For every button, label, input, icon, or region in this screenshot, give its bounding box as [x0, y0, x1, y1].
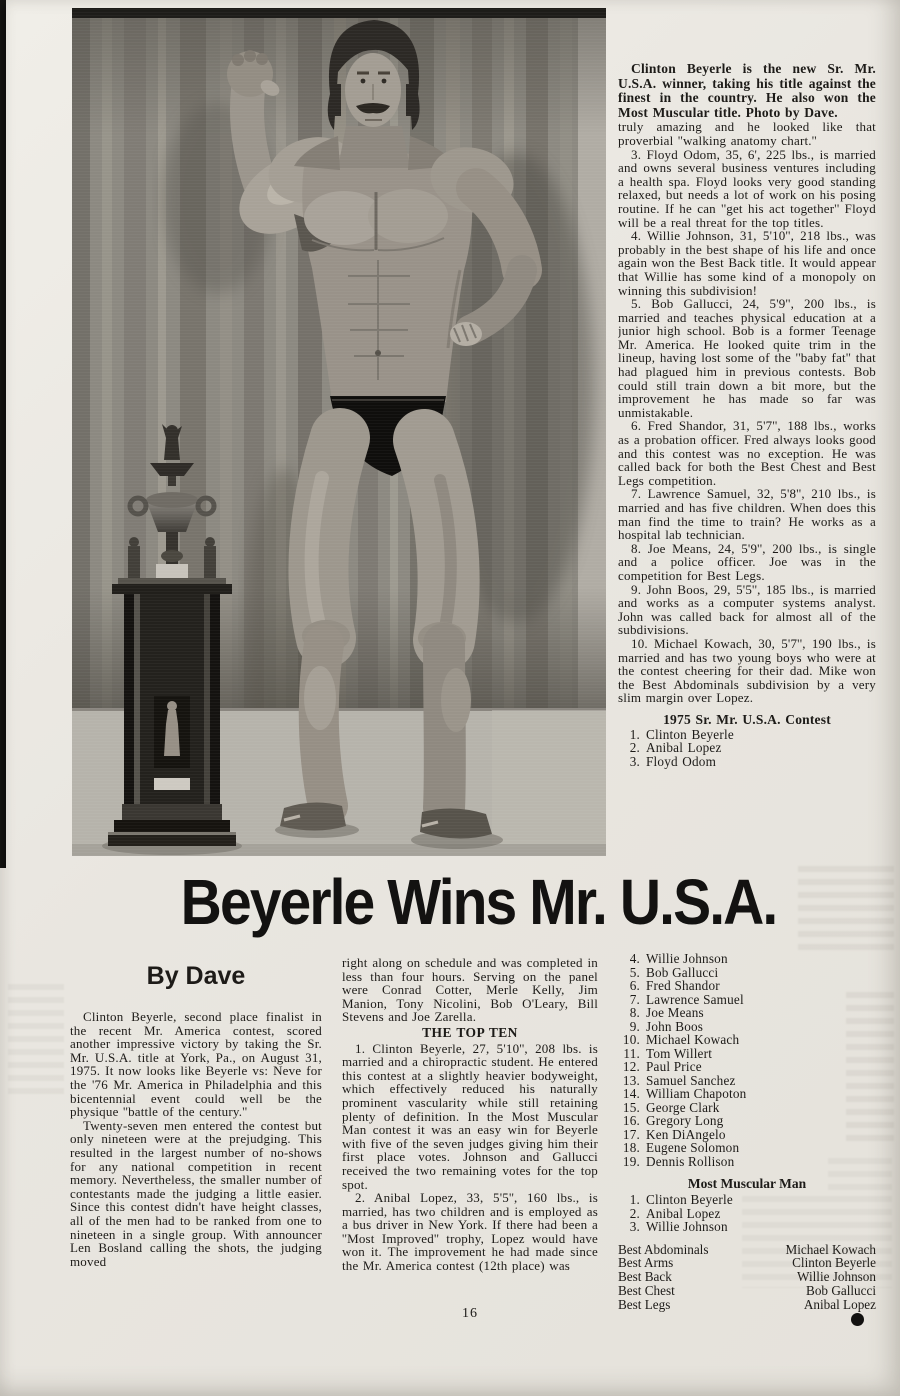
contestant-name: Eugene Solomon: [646, 1140, 740, 1155]
body-paragraph: 8. Joe Means, 24, 5'9'', 200 lbs., is single and a police officer. Joe was in the competition for Best Legs.: [618, 540, 876, 583]
award-winner: Willie Johnson: [797, 1269, 876, 1285]
contest-list-top: [618, 728, 876, 769]
rank-number: 2.: [629, 740, 640, 755]
body-paragraph: 1. Clinton Beyerle, 27, 5'10'', 208 lbs. is married and a chiropractic student. He entered this contest at a slightly heavier bodyweight, which effectively reduced his naturally prominent vascularity while still retaining plenty of definition. In the Most Muscular Man contest it was an easy win for Beyerle with five of the seven judges giving him their first place votes. Johnson and Gallucci received the two remaining votes for the top spot.: [342, 1040, 598, 1192]
body-paragraph: 3. Floyd Odom, 35, 6', 225 lbs., is married and owns several business ventures including a health spa. Floyd looks very good standing relaxed, but needs a lot of work on his posing routine. If he can ''get his act together'' Floyd will be a real threat for the top titles.: [618, 146, 876, 230]
list-item: [618, 1101, 876, 1115]
top-ten-writeups: [342, 1042, 598, 1273]
contestant-name: Dennis Rollison: [646, 1153, 735, 1169]
rank-number: 1.: [629, 726, 640, 742]
top-ten-subhead: THE TOP TEN: [422, 1024, 518, 1040]
contest-list-title: 1975 Sr. Mr. U.S.A. Contest: [663, 711, 831, 727]
trophy: [108, 424, 236, 846]
right-column-top: [618, 62, 876, 858]
award-row: [618, 1256, 876, 1270]
body-paragraph: 7. Lawrence Samuel, 32, 5'8'', 210 lbs., is married and has five children. When does this man find the time to train? He works as a hospital lab technician.: [618, 486, 876, 543]
rank-number: 5.: [629, 964, 640, 980]
rank-number: 9.: [629, 1018, 640, 1034]
contestant-name: Lawrence Samuel: [646, 991, 744, 1007]
scan-edge-strip: [0, 0, 6, 868]
award-row: [618, 1243, 876, 1257]
posing-trunks: [330, 396, 446, 476]
left-column: [70, 1010, 322, 1268]
body-paragraph: truly amazing and he looked like that proverbial ''walking anatomy chart.'': [618, 119, 876, 148]
list-item: [618, 1193, 876, 1207]
list-item: [618, 728, 876, 742]
headline-row: [58, 856, 900, 948]
list-item: [618, 741, 876, 755]
rank-number: 3.: [629, 753, 640, 769]
contestant-name: Tom Willert: [646, 1045, 713, 1061]
contestant-name: Paul Price: [646, 1059, 702, 1074]
bodybuilder-figure: [225, 20, 522, 839]
trophy-shadow: [246, 468, 322, 808]
contestant-name: Clinton Beyerle: [646, 1192, 733, 1207]
list-item: [618, 1074, 876, 1088]
contestant-name: Willie Johnson: [646, 951, 728, 966]
byline: By Dave: [146, 962, 246, 990]
winner-photo-illustration: [72, 8, 606, 856]
rank-number: 2.: [629, 1205, 640, 1221]
body-paragraph: right along on schedule and was completed in less than four hours. Serving on the panel were Conrad Cotter, Merle Kelly, Jim Manion, Tony Nicolini, Bob O'Leary, Bill Stevens and Joe Zarella.: [342, 955, 598, 1025]
rank-number: 4.: [629, 951, 640, 966]
page-number: 16: [462, 1306, 478, 1321]
award-label: Best Chest: [618, 1282, 675, 1298]
contestant-name: Michael Kowach: [646, 1032, 740, 1047]
contestant-name: Anibal Lopez: [646, 740, 722, 755]
award-label: Best Back: [618, 1269, 672, 1285]
contestant-name: Willie Johnson: [646, 1219, 728, 1234]
list-item: [618, 1006, 876, 1020]
contestant-name: Clinton Beyerle: [646, 726, 734, 742]
rank-number: 12.: [622, 1059, 640, 1074]
list-item: [618, 993, 876, 1007]
print-bleedthrough: [8, 984, 64, 1096]
list-item: [618, 966, 876, 980]
body-paragraph: 2. Anibal Lopez, 33, 5'5'', 160 lbs., is married, has two children and is employed as a bus driver in New York. If there had been a ''Most Improved'' trophy, Lopez would have won it. The improvement he had made since the Mr. America contest (12th place) was: [342, 1190, 598, 1274]
award-label: Best Abdominals: [618, 1241, 709, 1257]
contestant-name: Fred Shandor: [646, 978, 720, 993]
figure-shadow: [438, 153, 594, 623]
subdivision-awards: [618, 1243, 876, 1312]
photo-caption: Clinton Beyerle is the new Sr. Mr. U.S.A. winner, taking his title against the finest in the country. He also won the Most Muscular title. Photo by Dave.: [618, 62, 876, 120]
list-item: [618, 1141, 876, 1155]
list-item: [618, 1207, 876, 1221]
body-paragraph: 10. Michael Kowach, 30, 5'7'', 190 lbs., is married and has two young boys who were at the contest cheering for their dad. Mike won the Best Abdominals subdivision by a very slim margin over Lopez.: [618, 635, 876, 706]
rank-number: 14.: [622, 1086, 640, 1101]
contestant-writeups: [618, 148, 876, 705]
rank-number: 7.: [629, 991, 640, 1007]
left-foot: [280, 802, 346, 830]
contestant-name: Ken DiAngelo: [646, 1126, 726, 1142]
stage-floor: [72, 708, 606, 856]
right-column-bottom: [618, 952, 876, 1326]
list-item: [618, 979, 876, 993]
contestant-name: Joe Means: [646, 1005, 704, 1020]
list-item: [618, 1220, 876, 1234]
rank-number: 3.: [629, 1219, 640, 1234]
article-end-mark-icon: [851, 1313, 864, 1326]
award-winner: Bob Gallucci: [806, 1282, 876, 1298]
list-item: [618, 1114, 876, 1128]
award-row: [618, 1270, 876, 1284]
winner-photo: [72, 8, 606, 856]
contestant-name: Samuel Sanchez: [646, 1072, 736, 1088]
rank-number: 18.: [622, 1140, 640, 1155]
contestant-name: Gregory Long: [646, 1113, 724, 1128]
page-title: Beyerle Wins Mr. U.S.A.: [181, 866, 777, 938]
contestant-name: Bob Gallucci: [646, 964, 719, 980]
rank-number: 16.: [622, 1113, 640, 1128]
contestant-name: William Chapoton: [646, 1086, 747, 1101]
list-item: [618, 1020, 876, 1034]
contestant-name: Floyd Odom: [646, 753, 717, 769]
rank-number: 15.: [622, 1099, 640, 1115]
right-foot: [420, 808, 492, 838]
contestant-name: George Clark: [646, 1099, 720, 1115]
contest-list-rest: [618, 952, 876, 1168]
award-winner: Clinton Beyerle: [792, 1255, 876, 1271]
list-item: [618, 755, 876, 769]
body-paragraph: 4. Willie Johnson, 31, 5'10'', 218 lbs., was probably in the best shape of his life and once again won the Best Back title. It would appear that Willie has some kind of a monopoly on winning this subdivision!: [618, 228, 876, 298]
rank-number: 6.: [629, 978, 640, 993]
middle-column: [342, 956, 598, 1273]
rank-number: 13.: [622, 1072, 640, 1088]
rank-number: 1.: [629, 1192, 640, 1207]
list-item: [618, 1060, 876, 1074]
award-row: [618, 1298, 876, 1312]
body-paragraph: 5. Bob Gallucci, 24, 5'9'', 200 lbs., is married and teaches physical education at a junior high school. Bob is a former Teenage Mr. America. He looked quite trim in the lineup, having lost some of the ''baby fat'' that had plagued him in previous contests. Bob could still train down a bit more, but the improvement he has made so far was unmistakable.: [618, 296, 876, 420]
body-paragraph: Twenty-seven men entered the contest but only nineteen were at the prejudging. This resulted in the largest number of no-shows for any national competition in recent memory. Nevertheless, the smaller number of contestants made the judging a little easier. Since this contest didn't have height classes, all of the men had to be ranked from one to nineteen in a single group. With announcer Len Bosland calling the shots, the judging moved: [70, 1117, 322, 1269]
rank-number: 10.: [622, 1032, 640, 1047]
list-item: [618, 952, 876, 966]
rank-number: 8.: [629, 1005, 640, 1020]
curtain-backdrop: [72, 8, 606, 808]
body-paragraph: Clinton Beyerle, second place finalist in the recent Mr. America contest, scored another impressive victory by taking the Sr. Mr. U.S.A. title at York, Pa., on August 31, 1975. It now looks like Beyerle vs: Neve for the '76 Mr. America in Philadelphia and this bicentennial event could well be the physique ''battle of the century.'': [70, 1009, 322, 1120]
contestant-name: Anibal Lopez: [646, 1205, 721, 1221]
rank-number: 19.: [622, 1153, 640, 1169]
most-muscular-list: [618, 1193, 876, 1234]
contestant-name: John Boos: [646, 1018, 704, 1034]
award-label: Best Legs: [618, 1296, 671, 1312]
body-paragraph: 6. Fred Shandor, 31, 5'7'', 188 lbs., works as a probation officer. Fred always looks good and this contest was no exception. He was called back for both the Best Chest and Best Legs competition.: [618, 418, 876, 488]
rank-number: 17.: [622, 1126, 640, 1142]
list-item: [618, 1128, 876, 1142]
head: [328, 20, 420, 130]
most-muscular-title: Most Muscular Man: [687, 1176, 807, 1191]
award-row: [618, 1284, 876, 1298]
body-paragraph: 9. John Boos, 29, 5'5'', 185 lbs., is married and works as a computer systems analyst. John was called back for almost all of the subdivisions.: [618, 581, 876, 638]
list-item: [618, 1047, 876, 1061]
award-winner: Anibal Lopez: [803, 1296, 876, 1312]
list-item: [618, 1087, 876, 1101]
list-item: [618, 1033, 876, 1047]
list-item: [618, 1155, 876, 1169]
award-label: Best Arms: [618, 1255, 674, 1271]
award-winner: Michael Kowach: [785, 1241, 876, 1257]
rank-number: 11.: [623, 1045, 640, 1061]
